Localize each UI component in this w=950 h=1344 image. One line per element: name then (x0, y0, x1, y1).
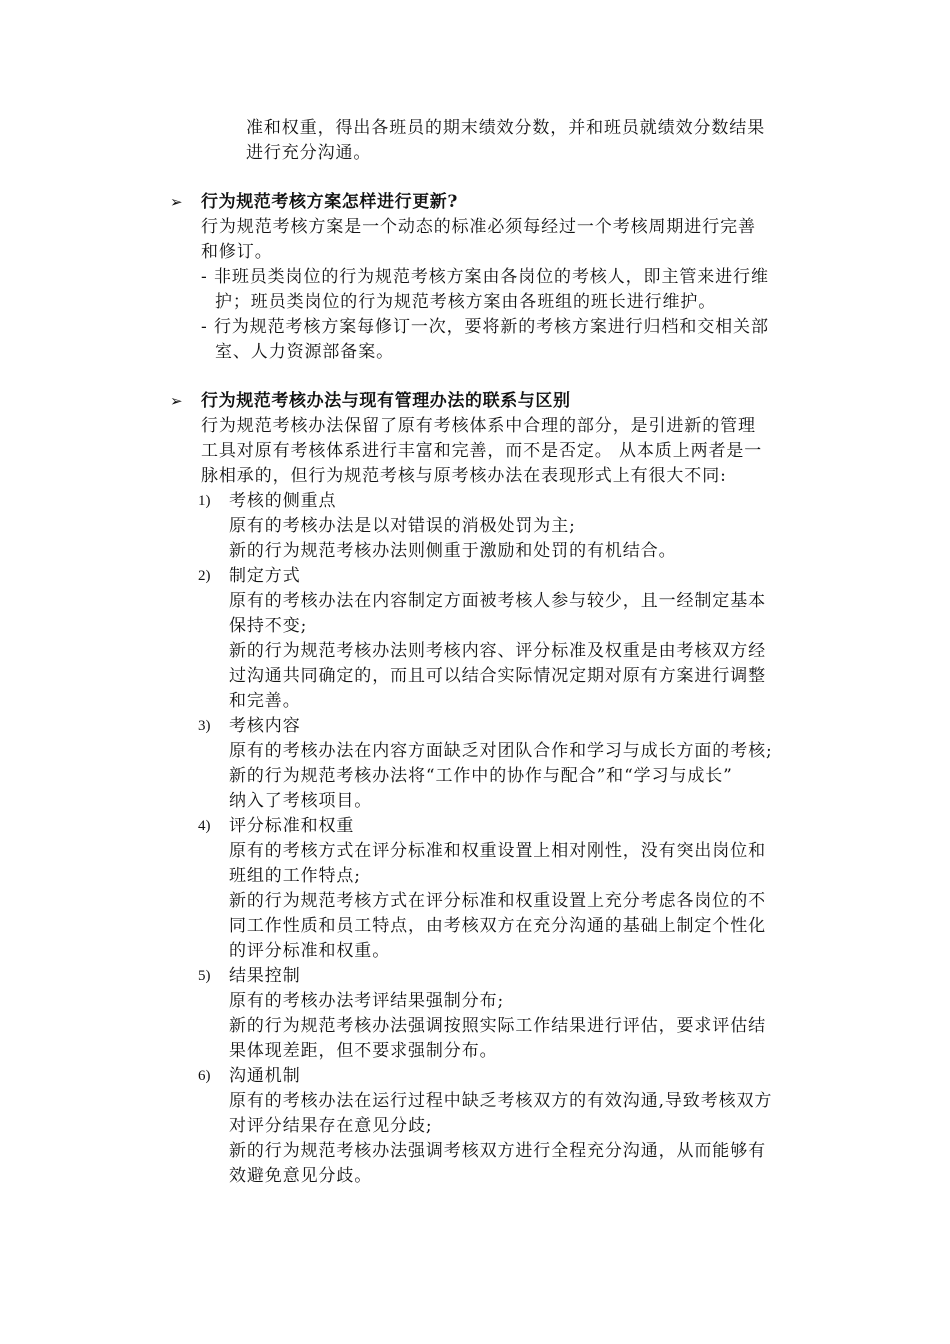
section2-paragraph-line: 工具对原有考核体系进行丰富和完善，而不是否定。 从本质上两者是一 (201, 441, 763, 461)
section1-dash-item-1-cont: 护；班员类岗位的行为规范考核方案由各班组的班长进行维护。 (215, 292, 717, 312)
list-item-text: 新的行为规范考核办法强调考核双方进行全程充分沟通，从而能够有 (229, 1141, 766, 1161)
list-item-number: 5) (198, 968, 211, 984)
list-item-text: 对评分结果存在意见分歧; (229, 1116, 433, 1136)
list-item-text: 同工作性质和员工特点，由考核双方在充分沟通的基础上制定个性化 (229, 916, 766, 936)
list-item-text: 效避免意见分歧。 (229, 1166, 373, 1186)
list-item-number: 6) (198, 1068, 211, 1084)
list-item-text: 新的行为规范考核方式在评分标准和权重设置上充分考虑各岗位的不 (229, 891, 766, 911)
list-item-title: 考核内容 (229, 716, 301, 736)
list-item-number: 1) (198, 493, 211, 509)
list-item-number: 3) (198, 718, 211, 734)
section1-paragraph-line: 和修订。 (201, 242, 273, 262)
list-item-text: 原有的考核方式在评分标准和权重设置上相对刚性，没有突出岗位和 (229, 841, 766, 861)
list-item-text: 新的行为规范考核办法强调按照实际工作结果进行评估，要求评估结 (229, 1016, 766, 1036)
list-item-text: 原有的考核办法考评结果强制分布; (229, 991, 505, 1011)
list-item-text: 原有的考核办法在运行过程中缺乏考核双方的有效沟通,导致考核双方 (229, 1091, 773, 1111)
section2-paragraph-line: 脉相承的，但行为规范考核与原考核办法在表现形式上有很大不同: (201, 466, 727, 486)
bullet-arrow-icon: ➢ (170, 193, 183, 211)
list-item-number: 4) (198, 818, 211, 834)
list-item-number: 2) (198, 568, 211, 584)
list-item-text: 原有的考核办法在内容制定方面被考核人参与较少，且一经制定基本 (229, 591, 766, 611)
section1-dash-item-1: - 非班员类岗位的行为规范考核方案由各岗位的考核人，即主管来进行维 (201, 267, 769, 287)
list-item-text: 过沟通共同确定的，而且可以结合实际情况定期对原有方案进行调整 (229, 666, 766, 686)
list-item-text: 保持不变; (229, 616, 308, 636)
bullet-arrow-icon: ➢ (170, 392, 183, 410)
section1-dash-item-2-cont: 室、人力资源部备案。 (215, 342, 394, 362)
list-item-text: 新的行为规范考核办法将“工作中的协作与配合”和“学习与成长” (229, 766, 733, 786)
section2-paragraph-line: 行为规范考核办法保留了原有考核体系中合理的部分，是引进新的管理 (201, 416, 756, 436)
list-item-title: 考核的侧重点 (229, 491, 337, 511)
section2-heading: 行为规范考核办法与现有管理办法的联系与区别 (201, 391, 571, 411)
section1-dash-item-2: - 行为规范考核方案每修订一次，要将新的考核方案进行归档和交相关部 (201, 317, 769, 337)
list-item-text: 的评分标准和权重。 (229, 941, 391, 961)
list-item-text: 新的行为规范考核办法则侧重于激励和处罚的有机结合。 (229, 541, 677, 561)
intro-line-2: 进行充分沟通。 (246, 143, 372, 163)
list-item-text: 果体现差距，但不要求强制分布。 (229, 1041, 498, 1061)
list-item-text: 新的行为规范考核办法则考核内容、评分标准及权重是由考核双方经 (229, 641, 766, 661)
list-item-title: 沟通机制 (229, 1066, 301, 1086)
list-item-text: 原有的考核办法是以对错误的消极处罚为主; (229, 516, 576, 536)
list-item-text: 班组的工作特点; (229, 866, 361, 886)
list-item-text: 纳入了考核项目。 (229, 791, 373, 811)
section1-heading: 行为规范考核方案怎样进行更新? (201, 192, 458, 212)
list-item-text: 原有的考核办法在内容方面缺乏对团队合作和学习与成长方面的考核; (229, 741, 773, 761)
intro-line-1: 准和权重，得出各班员的期末绩效分数，并和班员就绩效分数结果 (246, 118, 766, 138)
list-item-title: 评分标准和权重 (229, 816, 355, 836)
list-item-text: 和完善。 (229, 691, 301, 711)
list-item-title: 制定方式 (229, 566, 301, 586)
section1-paragraph-line: 行为规范考核方案是一个动态的标准必须每经过一个考核周期进行完善 (201, 217, 756, 237)
list-item-title: 结果控制 (229, 966, 301, 986)
